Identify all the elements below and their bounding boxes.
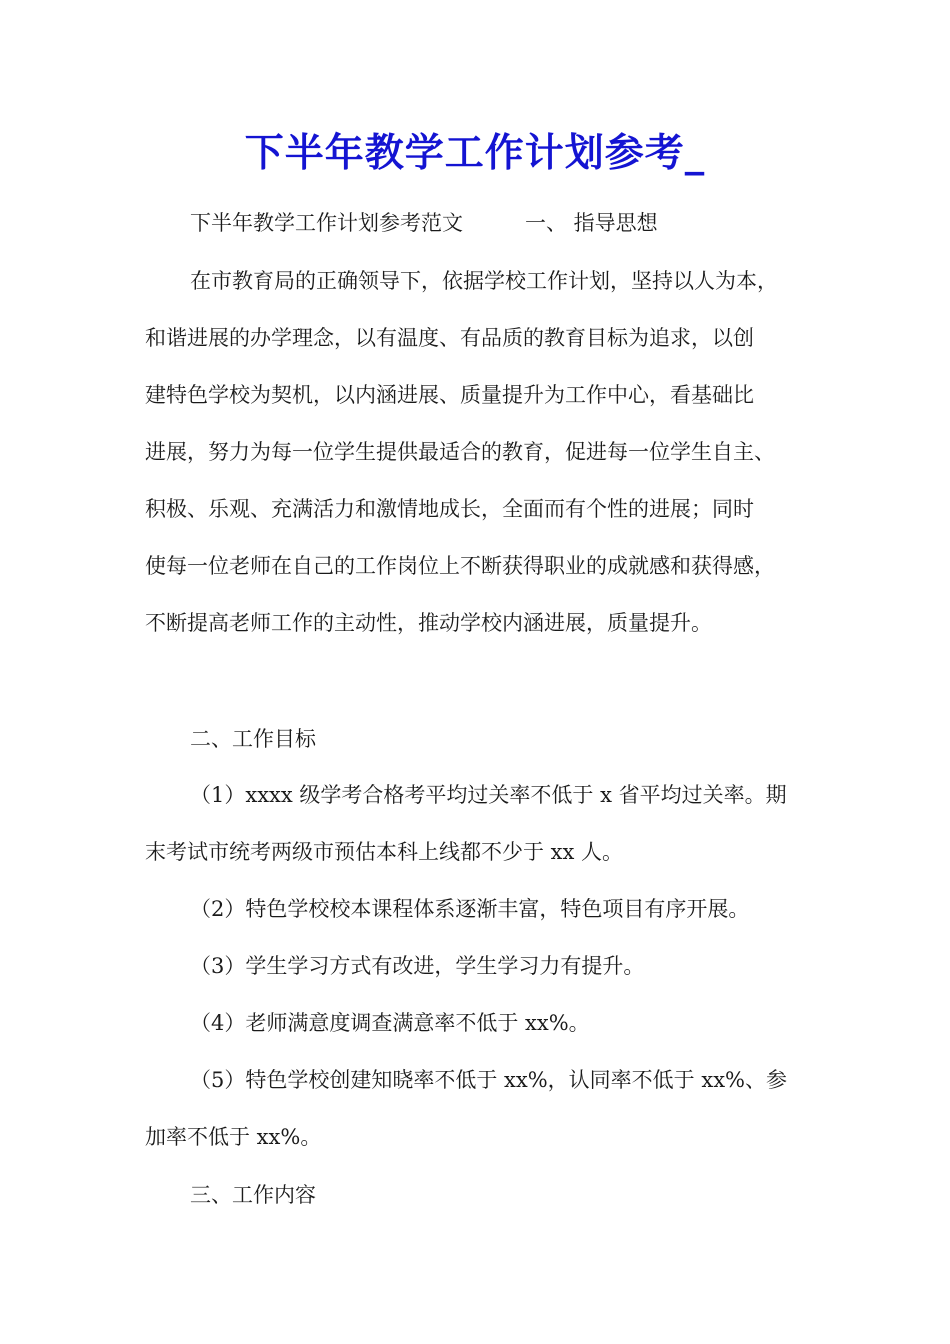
intro-line (190, 208, 658, 238)
goal-line: 末考试市统考两级市预估本科上线都不少于 xx 人。 (145, 840, 624, 864)
goal-line: （2）特色学校校本课程体系逐渐丰富，特色项目有序开展。 (190, 897, 750, 921)
paragraph-line: 进展，努力为每一位学生提供最适合的教育，促进每一位学生自主、 (145, 440, 775, 464)
section1-heading: 一、 指导思想 (525, 211, 658, 235)
goal-line: （1）xxxx 级学考合格考平均过关率不低于 x 省平均过关率。期 (190, 783, 787, 807)
paragraph-line: 使每一位老师在自己的工作岗位上不断获得职业的成就感和获得感， (145, 554, 775, 578)
goal-line: （5）特色学校创建知晓率不低于 xx%，认同率不低于 xx%、参 (190, 1068, 787, 1092)
paragraph-line: 在市教育局的正确领导下，依据学校工作计划，坚持以人为本， (190, 269, 778, 293)
paragraph-line: 积极、乐观、充满活力和激情地成长，全面而有个性的进展；同时 (145, 497, 754, 521)
document-title: 下半年教学工作计划参考_ (244, 131, 706, 176)
paragraph-line: 和谐进展的办学理念，以有温度、有品质的教育目标为追求，以创 (145, 326, 754, 350)
goal-line: （4）老师满意度调查满意率不低于 xx%。 (190, 1011, 590, 1035)
intro-heading: 下半年教学工作计划参考范文 (190, 211, 463, 235)
goal-line: （3）学生学习方式有改进，学生学习力有提升。 (190, 954, 645, 978)
goal-line: 加率不低于 xx%。 (145, 1125, 322, 1149)
section3-heading: 三、工作内容 (190, 1183, 316, 1207)
paragraph-line: 建特色学校为契机，以内涵进展、质量提升为工作中心，看基础比 (145, 383, 754, 407)
section2-heading: 二、工作目标 (190, 727, 316, 751)
paragraph-line: 不断提高老师工作的主动性，推动学校内涵进展，质量提升。 (145, 611, 712, 635)
